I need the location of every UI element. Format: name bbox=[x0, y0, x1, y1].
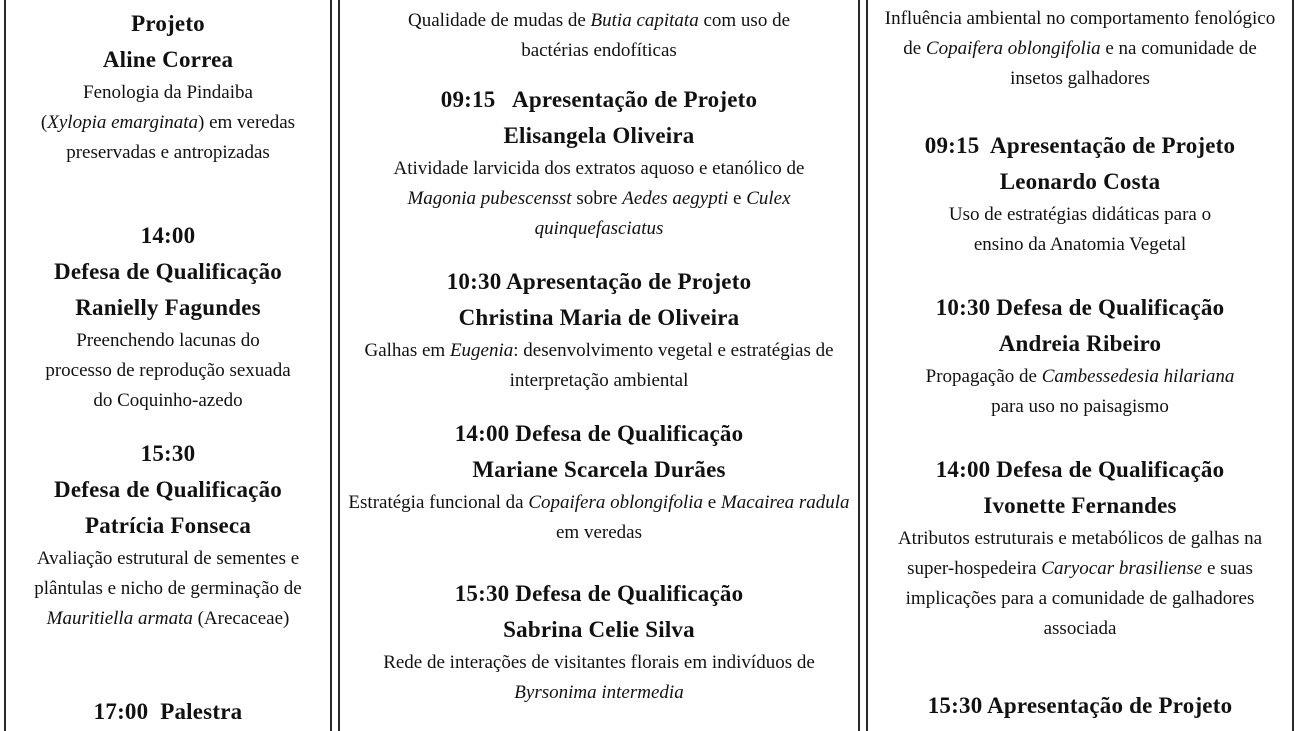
schedule-column-3 bbox=[866, 0, 1294, 731]
item-heading: 10:30 Apresentação de Projeto bbox=[446, 269, 752, 294]
item-heading: Projeto bbox=[131, 11, 205, 36]
item-description: Galhas em Eugenia: desenvolvimento vegetal e estratégias de interpretação ambiental bbox=[364, 340, 834, 391]
item-description: Atividade larvicida dos extratos aquoso e etanólico de Magonia pubescensst sobre Aedes aegypti e Culex quinquefasciatus bbox=[393, 158, 805, 239]
item-heading: 14:00 Defesa de Qualificação bbox=[454, 421, 744, 446]
schedule-item bbox=[340, 416, 858, 548]
schedule-item bbox=[868, 688, 1292, 724]
presenter-name: Leonardo Costa bbox=[999, 169, 1161, 194]
item-heading: 17:00 Palestra bbox=[93, 699, 243, 724]
schedule-column-2 bbox=[338, 0, 860, 731]
presenter-name: Christina Maria de Oliveira bbox=[458, 305, 740, 330]
schedule-item bbox=[340, 6, 858, 66]
presenter-name: Sabrina Celie Silva bbox=[503, 617, 695, 642]
schedule-item bbox=[868, 290, 1292, 422]
presenter-name: Andreia Ribeiro bbox=[998, 331, 1162, 356]
item-description: Influência ambiental no comportamento fenológico de Copaifera oblongifolia e na comunidade de insetos galhadores bbox=[884, 8, 1276, 89]
item-time: 14:00 bbox=[140, 223, 196, 248]
schedule-item bbox=[868, 4, 1292, 94]
item-description: Avaliação estrutural de sementes e plântulas e nicho de germinação de Mauritiella armata (Arecaceae) bbox=[34, 548, 302, 629]
presenter-name: Ivonette Fernandes bbox=[983, 493, 1177, 518]
item-description: Preenchendo lacunas do processo de reprodução sexuada do Coquinho-azedo bbox=[45, 330, 291, 411]
item-description: Atributos estruturais e metabólicos de galhas na super-hospedeira Caryocar brasiliense e suas implicações para a comunidade de galhadores associada bbox=[897, 528, 1263, 639]
presenter-name: Mariane Scarcela Durães bbox=[472, 457, 726, 482]
item-time: 15:30 bbox=[140, 441, 196, 466]
schedule-item bbox=[340, 576, 858, 708]
item-heading: 15:30 Defesa de Qualificação bbox=[454, 581, 744, 606]
presenter-name: Patrícia Fonseca bbox=[84, 513, 252, 538]
item-heading: Defesa de Qualificação bbox=[54, 259, 282, 284]
schedule-item bbox=[6, 6, 330, 168]
item-description: Uso de estratégias didáticas para o ensino da Anatomia Vegetal bbox=[948, 204, 1212, 255]
item-heading: Defesa de Qualificação bbox=[54, 477, 282, 502]
schedule-item bbox=[868, 452, 1292, 644]
schedule-item bbox=[340, 82, 858, 244]
item-heading: 10:30 Defesa de Qualificação bbox=[935, 295, 1225, 320]
schedule-item bbox=[6, 436, 330, 634]
schedule-item bbox=[868, 128, 1292, 260]
item-heading: 15:30 Apresentação de Projeto bbox=[927, 693, 1233, 718]
presenter-name: Elisangela Oliveira bbox=[503, 123, 695, 148]
item-description: Qualidade de mudas de Butia capitata com uso de bactérias endofíticas bbox=[407, 10, 791, 61]
item-heading: 09:15 Apresentação de Projeto bbox=[440, 87, 758, 112]
item-description: Propagação de Cambessedesia hilariana para uso no paisagismo bbox=[925, 366, 1235, 417]
schedule-item bbox=[6, 218, 330, 416]
schedule-item bbox=[340, 264, 858, 396]
schedule-item bbox=[6, 694, 330, 730]
item-heading: 09:15 Apresentação de Projeto bbox=[924, 133, 1236, 158]
item-description: Estratégia funcional da Copaifera oblongifolia e Macairea radula em veredas bbox=[348, 492, 850, 543]
item-description: Rede de interações de visitantes florais em indivíduos de Byrsonima intermedia bbox=[383, 652, 815, 703]
item-heading: 14:00 Defesa de Qualificação bbox=[935, 457, 1225, 482]
item-description: Fenologia da Pindaiba (Xylopia emarginata) em veredas preservadas e antropizadas bbox=[40, 82, 296, 163]
presenter-name: Ranielly Fagundes bbox=[75, 295, 261, 320]
schedule-column-1 bbox=[4, 0, 332, 731]
presenter-name: Aline Correa bbox=[102, 47, 234, 72]
